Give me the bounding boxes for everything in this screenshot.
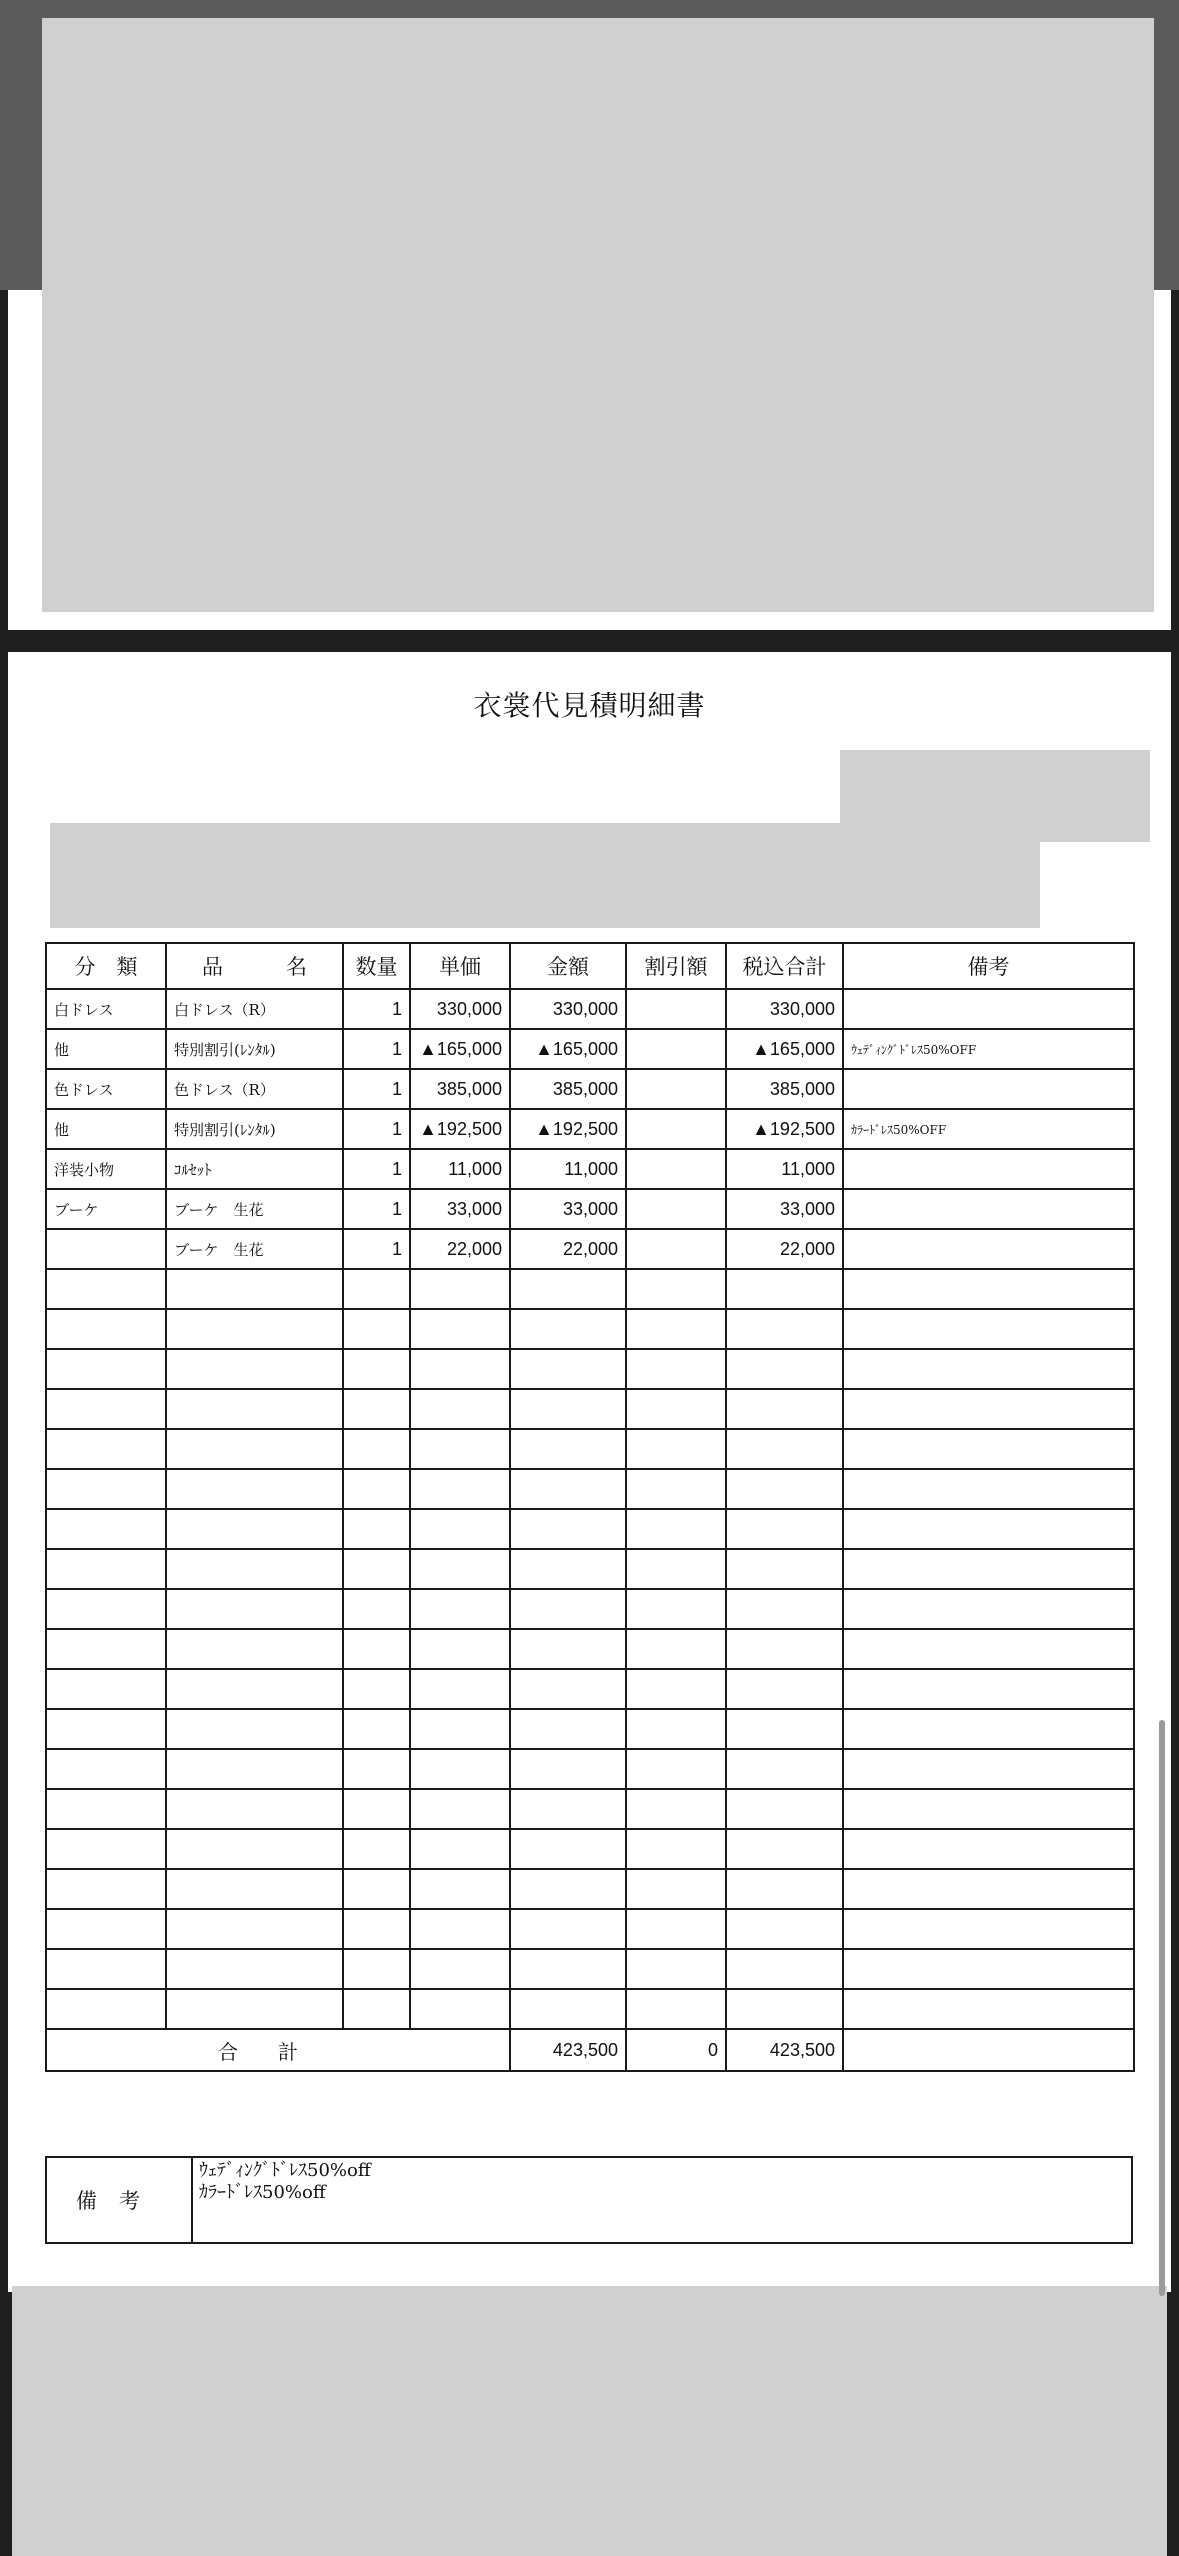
empty-cell [726,1509,843,1549]
empty-cell [166,1429,343,1469]
empty-cell [510,1909,626,1949]
table-row [46,1029,1134,1069]
table-row [46,1069,1134,1109]
table-row-empty [46,1349,1134,1389]
empty-cell [510,1709,626,1749]
empty-cell [843,1909,1134,1949]
table-row-empty [46,1269,1134,1309]
redacted-region-header-left [50,823,1040,928]
empty-cell [843,1469,1134,1509]
row-quantity: 1 [343,1069,410,1109]
empty-cell [626,1949,726,1989]
table-row-empty [46,1669,1134,1709]
redacted-region-top [42,18,1154,612]
row-amount: ▲192,500 [510,1109,626,1149]
header-tax-incl-total: 税込合計 [726,943,843,989]
row-unit-price: 11,000 [410,1149,510,1189]
table-row [46,1189,1134,1229]
table-row-empty [46,1989,1134,2029]
row-item-name: 特別割引(ﾚﾝﾀﾙ) [166,1029,343,1069]
empty-cell [343,1349,410,1389]
empty-cell [626,1469,726,1509]
empty-cell [46,1909,166,1949]
empty-cell [410,1989,510,2029]
empty-cell [343,1509,410,1549]
row-discount [626,989,726,1029]
empty-cell [726,1269,843,1309]
empty-cell [166,1469,343,1509]
row-notes [843,989,1134,1029]
table-row-empty [46,1749,1134,1789]
row-quantity: 1 [343,1109,410,1149]
empty-cell [726,1789,843,1829]
row-amount: 330,000 [510,989,626,1029]
remarks-body [192,2157,1132,2243]
empty-cell [726,1949,843,1989]
empty-cell [726,1829,843,1869]
empty-cell [166,1829,343,1869]
empty-cell [343,1869,410,1909]
empty-cell [410,1509,510,1549]
empty-cell [166,1989,343,2029]
empty-cell [46,1749,166,1789]
empty-cell [510,1269,626,1309]
empty-cell [626,1589,726,1629]
empty-cell [343,1829,410,1869]
row-amount: 22,000 [510,1229,626,1269]
empty-cell [166,1549,343,1589]
empty-cell [410,1269,510,1309]
row-notes [843,1149,1134,1189]
empty-cell [843,1589,1134,1629]
table-row-empty [46,1629,1134,1669]
empty-cell [726,1629,843,1669]
row-tax-incl-total: ▲192,500 [726,1109,843,1149]
empty-cell [510,1509,626,1549]
total-discount: 0 [626,2029,726,2071]
empty-cell [410,1309,510,1349]
row-discount [626,1189,726,1229]
empty-cell [843,1869,1134,1909]
total-row [46,2029,1134,2071]
empty-cell [166,1749,343,1789]
empty-cell [343,1549,410,1589]
row-item-name: 特別割引(ﾚﾝﾀﾙ) [166,1109,343,1149]
empty-cell [626,1989,726,2029]
empty-cell [343,1909,410,1949]
row-quantity: 1 [343,1229,410,1269]
row-notes [843,1189,1134,1229]
header-amount: 金額 [510,943,626,989]
row-amount: ▲165,000 [510,1029,626,1069]
empty-cell [626,1429,726,1469]
empty-cell [166,1269,343,1309]
estimate-table [45,942,1135,2072]
empty-cell [510,1629,626,1669]
empty-cell [166,1669,343,1709]
row-category: 他 [46,1109,166,1149]
row-category: 洋装小物 [46,1149,166,1189]
empty-cell [626,1909,726,1949]
empty-cell [410,1709,510,1749]
row-quantity: 1 [343,1149,410,1189]
row-category: 他 [46,1029,166,1069]
table-row [46,989,1134,1029]
empty-cell [343,1989,410,2029]
empty-cell [46,1509,166,1549]
empty-cell [166,1309,343,1349]
table-row-empty [46,1309,1134,1349]
row-discount [626,1149,726,1189]
row-amount: 33,000 [510,1189,626,1229]
row-notes [843,1069,1134,1109]
row-tax-incl-total: ▲165,000 [726,1029,843,1069]
estimate-table-body [46,989,1134,2071]
empty-cell [343,1749,410,1789]
empty-cell [343,1429,410,1469]
empty-cell [510,1549,626,1589]
empty-cell [843,1269,1134,1309]
header-discount: 割引額 [626,943,726,989]
empty-cell [410,1829,510,1869]
remarks-line: ｳｪﾃﾞｨﾝｸﾞﾄﾞﾚｽ50%off [199,2160,371,2181]
empty-cell [46,1309,166,1349]
row-discount [626,1069,726,1109]
empty-cell [843,1549,1134,1589]
row-category: 白ドレス [46,989,166,1029]
table-row-empty [46,1549,1134,1589]
empty-cell [166,1709,343,1749]
table-row-empty [46,1909,1134,1949]
empty-cell [510,1829,626,1869]
table-row-empty [46,1949,1134,1989]
empty-cell [410,1349,510,1389]
empty-cell [626,1389,726,1429]
empty-cell [626,1749,726,1789]
empty-cell [46,1789,166,1829]
row-discount [626,1229,726,1269]
empty-cell [343,1389,410,1429]
document-title: 衣裳代見積明細書 [473,689,706,722]
row-quantity: 1 [343,989,410,1029]
empty-cell [726,1749,843,1789]
row-item-name: ブーケ 生花 [166,1229,343,1269]
empty-cell [510,1589,626,1629]
table-row-empty [46,1389,1134,1429]
empty-cell [510,1749,626,1789]
empty-cell [843,1789,1134,1829]
header-unit-price: 単価 [410,943,510,989]
row-tax-incl-total: 385,000 [726,1069,843,1109]
empty-cell [166,1509,343,1549]
empty-cell [843,1509,1134,1549]
redacted-region-bottom [12,2286,1167,2556]
table-row-empty [46,1429,1134,1469]
empty-cell [510,1789,626,1829]
row-unit-price: 330,000 [410,989,510,1029]
scrollbar[interactable] [1159,1720,1165,2296]
empty-cell [410,1549,510,1589]
empty-cell [343,1789,410,1829]
empty-cell [510,1869,626,1909]
table-header-row [46,943,1134,989]
row-discount [626,1109,726,1149]
empty-cell [46,1269,166,1309]
total-label: 合計 [46,2029,510,2071]
table-row [46,1109,1134,1149]
empty-cell [510,1429,626,1469]
row-tax-incl-total: 330,000 [726,989,843,1029]
row-amount: 11,000 [510,1149,626,1189]
row-item-name: 白ドレス（R） [166,989,343,1029]
empty-cell [410,1469,510,1509]
empty-cell [843,1949,1134,1989]
row-category: ブーケ [46,1189,166,1229]
row-tax-incl-total: 33,000 [726,1189,843,1229]
empty-cell [166,1629,343,1669]
table-row-empty [46,1509,1134,1549]
empty-cell [726,1389,843,1429]
empty-cell [510,1989,626,2029]
total-tax-incl: 423,500 [726,2029,843,2071]
row-quantity: 1 [343,1189,410,1229]
empty-cell [166,1869,343,1909]
row-unit-price: 385,000 [410,1069,510,1109]
empty-cell [343,1709,410,1749]
empty-cell [46,1549,166,1589]
remarks-label: 備考 [46,2157,192,2243]
row-tax-incl-total: 11,000 [726,1149,843,1189]
empty-cell [46,1869,166,1909]
empty-cell [410,1629,510,1669]
empty-cell [626,1349,726,1389]
table-row [46,1229,1134,1269]
empty-cell [343,1269,410,1309]
empty-cell [343,1629,410,1669]
row-unit-price: 33,000 [410,1189,510,1229]
empty-cell [726,1709,843,1749]
empty-cell [626,1629,726,1669]
empty-cell [626,1509,726,1549]
empty-cell [843,1829,1134,1869]
empty-cell [46,1429,166,1469]
empty-cell [46,1589,166,1629]
total-amount: 423,500 [510,2029,626,2071]
empty-cell [46,1469,166,1509]
empty-cell [843,1389,1134,1429]
empty-cell [626,1669,726,1709]
empty-cell [510,1309,626,1349]
header-category: 分 類 [46,943,166,989]
row-item-name: ブーケ 生花 [166,1189,343,1229]
empty-cell [626,1789,726,1829]
row-unit-price: ▲192,500 [410,1109,510,1149]
empty-cell [46,1989,166,2029]
empty-cell [410,1669,510,1709]
empty-cell [726,1989,843,2029]
remarks-line: ｶﾗｰﾄﾞﾚｽ50%off [199,2182,326,2203]
empty-cell [166,1389,343,1429]
empty-cell [343,1949,410,1989]
row-category [46,1229,166,1269]
empty-cell [510,1469,626,1509]
empty-cell [166,1909,343,1949]
empty-cell [626,1709,726,1749]
empty-cell [46,1349,166,1389]
row-unit-price: 22,000 [410,1229,510,1269]
total-notes-cell [843,2029,1134,2071]
empty-cell [510,1349,626,1389]
row-quantity: 1 [343,1029,410,1069]
empty-cell [343,1589,410,1629]
empty-cell [626,1269,726,1309]
empty-cell [626,1549,726,1589]
empty-cell [166,1349,343,1389]
empty-cell [510,1389,626,1429]
empty-cell [166,1949,343,1989]
header-notes: 備考 [843,943,1134,989]
row-discount [626,1029,726,1069]
header-quantity: 数量 [343,943,410,989]
empty-cell [843,1309,1134,1349]
table-row-empty [46,1789,1134,1829]
row-tax-incl-total: 22,000 [726,1229,843,1269]
empty-cell [410,1909,510,1949]
table-row [46,1149,1134,1189]
empty-cell [843,1349,1134,1389]
empty-cell [843,1749,1134,1789]
row-notes: ｶﾗｰﾄﾞﾚｽ50%OFF [843,1109,1134,1149]
empty-cell [726,1589,843,1629]
empty-cell [726,1909,843,1949]
empty-cell [46,1709,166,1749]
row-notes: ｳｪﾃﾞｨﾝｸﾞﾄﾞﾚｽ50%OFF [843,1029,1134,1069]
empty-cell [46,1669,166,1709]
empty-cell [726,1869,843,1909]
empty-cell [166,1789,343,1829]
empty-cell [410,1749,510,1789]
empty-cell [726,1349,843,1389]
empty-cell [726,1549,843,1589]
row-notes [843,1229,1134,1269]
empty-cell [843,1629,1134,1669]
empty-cell [843,1989,1134,2029]
table-row-empty [46,1829,1134,1869]
empty-cell [510,1669,626,1709]
empty-cell [46,1629,166,1669]
empty-cell [726,1469,843,1509]
empty-cell [46,1389,166,1429]
table-row-empty [46,1589,1134,1629]
remarks-table [45,2156,1133,2244]
empty-cell [343,1309,410,1349]
row-amount: 385,000 [510,1069,626,1109]
empty-cell [726,1429,843,1469]
header-item-name: 品 名 [166,943,343,989]
empty-cell [166,1589,343,1629]
row-item-name: 色ドレス（R） [166,1069,343,1109]
table-row-empty [46,1469,1134,1509]
empty-cell [626,1309,726,1349]
empty-cell [726,1669,843,1709]
empty-cell [343,1669,410,1709]
empty-cell [410,1869,510,1909]
empty-cell [843,1709,1134,1749]
row-item-name: ｺﾙｾｯﾄ [166,1149,343,1189]
empty-cell [410,1949,510,1989]
empty-cell [410,1789,510,1829]
table-row-empty [46,1869,1134,1909]
empty-cell [843,1429,1134,1469]
row-unit-price: ▲165,000 [410,1029,510,1069]
remarks-row [46,2157,1132,2243]
empty-cell [626,1869,726,1909]
empty-cell [626,1829,726,1869]
empty-cell [410,1589,510,1629]
empty-cell [510,1949,626,1989]
empty-cell [843,1669,1134,1709]
empty-cell [726,1309,843,1349]
table-row-empty [46,1709,1134,1749]
row-category: 色ドレス [46,1069,166,1109]
empty-cell [343,1469,410,1509]
empty-cell [46,1829,166,1869]
empty-cell [410,1389,510,1429]
empty-cell [410,1429,510,1469]
empty-cell [46,1949,166,1989]
